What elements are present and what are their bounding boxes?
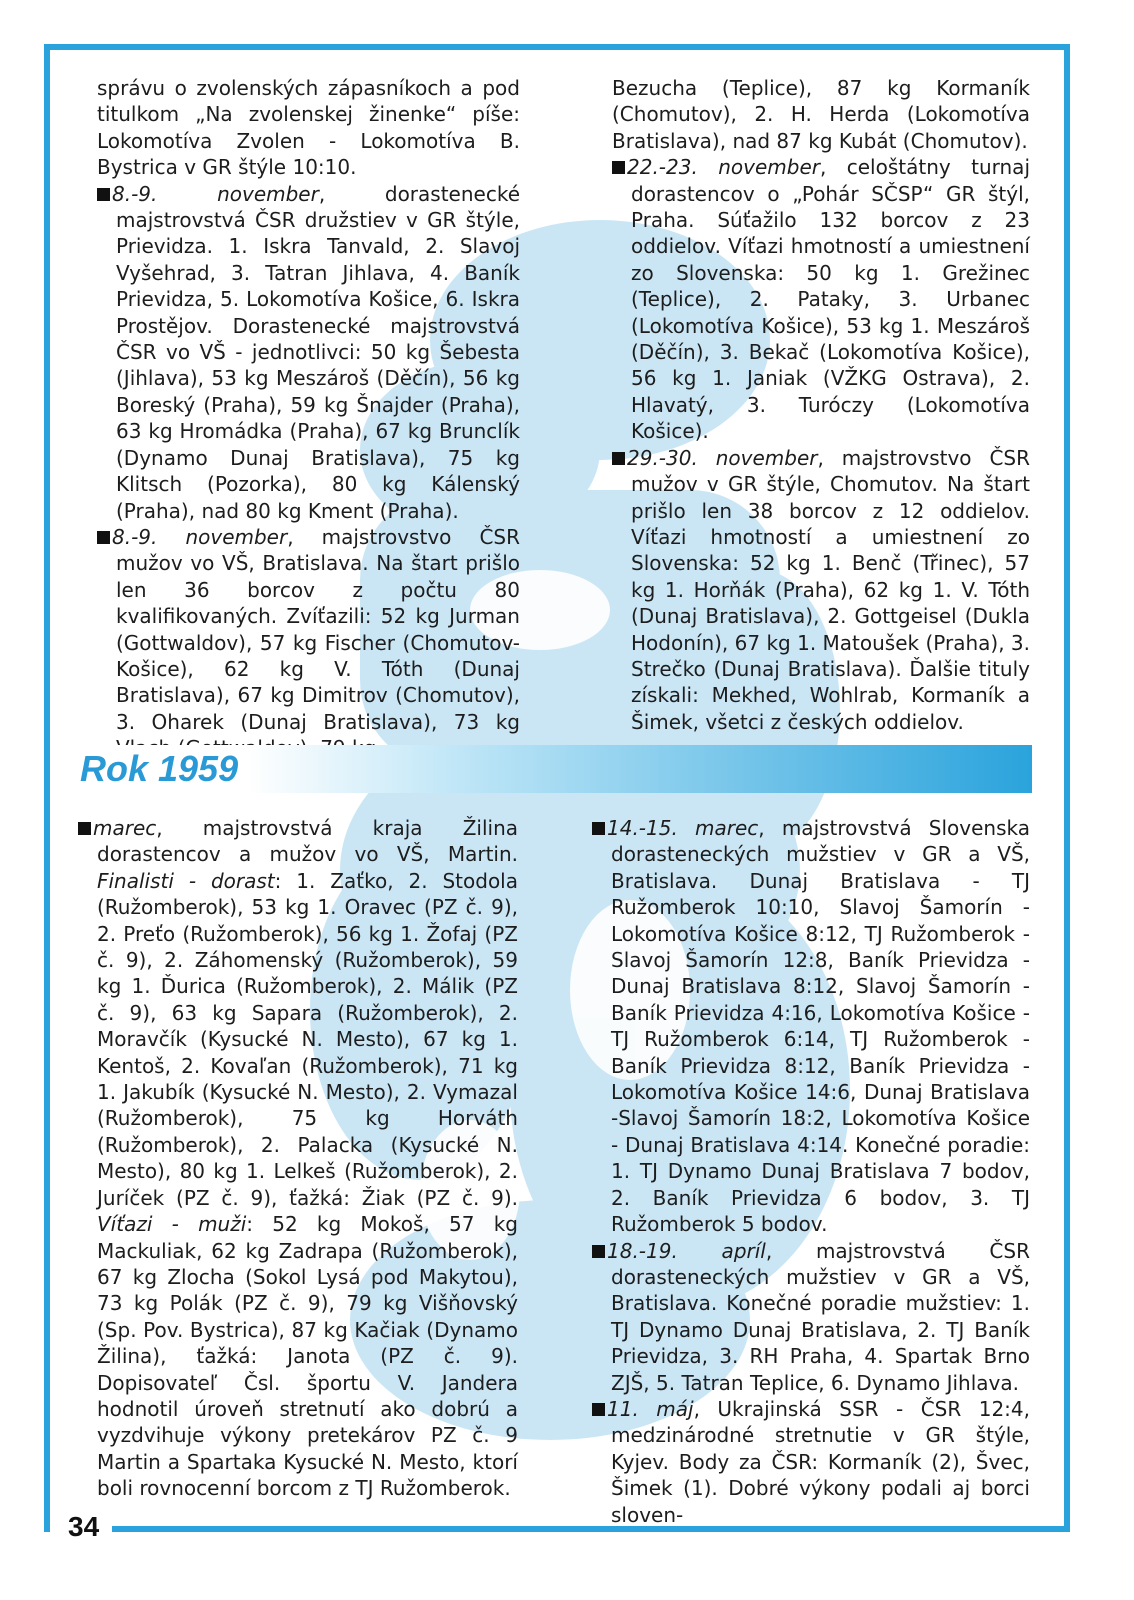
bullet-square-icon [78,822,91,835]
paragraph-text: správu o zvolenských zápasníkoch a pod titulkom „Na zvolenskej žinenke“ píše: Lokomotíva Zvolen - Lokomotíva B. Bystrica v GR štýle 10:10. [97,76,520,180]
top-right-column [612,75,1030,735]
bullet-square-icon [612,452,625,465]
section-title: Rok 1959 [80,748,239,789]
bullet-square-icon [592,822,605,835]
entry-date: marec [93,816,157,840]
entry-date: 8.-9. november [112,181,319,206]
paragraph-continuation [612,75,1030,154]
bullet-square-icon [592,1403,605,1416]
paragraph-continuation [97,75,520,181]
entry-date: 8.-9. november [112,524,288,549]
bullet-square-icon [97,531,110,544]
entry-text: , majstrovstvá ČSR dorasteneckých mužstiev v GR a VŠ, Bratislava. Konečné poradie mužstiev: 1. TJ Dynamo Dunaj Bratislava, 2. TJ Baník Prievidza, 3. RH Praha, 4. Spartak Brno ZJŠ, 5. Tatran Teplice, 6. Dynamo Jihlava. [611,1238,1030,1395]
entry-date: 29.-30. november [627,445,818,470]
entry-text: , Ukrajinská SSR - ČSR 12:4, medzinárodné stretnutie v GR štýle, Kyjev. Body za ČSR: Kormaník (2), Švec, Šimek (1). Dobré výkony podali aj borci sloven- [611,1396,1030,1527]
entry-italic-label: Finalisti - dorast [97,868,275,893]
entry-text: , majstrovstvá kraja Žilina dorastencov a mužov vo VŠ, Martin. [97,816,518,867]
entry-text: : 52 kg Mokoš, 57 kg Mackuliak, 62 kg Zadrapa (Ružomberok), 67 kg Zlocha (Sokol Lysá pod Makytou), 73 kg Polák (PZ č. 9), 79 kg Višňovský (Sp. Pov. Bystrica), 87 kg Kačiak (Dynamo Žilina), ťažká: Janota (PZ č. 9). Dopisovateľ Čsl. športu V. Jandera hodnotil úroveň stretnutí ako dobrú a vyzdvihuje výkony pretekárov PZ č. 9 Martin a Spartaka Kysucké N. Mesto, ktorí boli rovnocenní borcom z TJ Ružomberok. [97,1212,518,1501]
entry-paragraph [592,1396,1030,1528]
entry-text: , celoštátny turnaj dorastencov o „Pohár SČSP“ GR štýl, Praha. Súťažilo 132 borcov z 23 oddielov. Víťazi hmotností a umiestnení zo Slovenska: 50 kg 1. Grežinec (Teplice), 2. Pataky, 3. Urbanec (Lokomotíva Košice), 53 kg 1. Meszároš (Děčín), 3. Bekač (Lokomotíva Košice), 56 kg 1. Janiak (VŽKG Ostrava), 2. Hlavatý, 3. Turóczy (Lokomotíva Košice). [631,155,1030,444]
bottom-right-column [592,815,1030,1528]
entry-text: , majstrovstvo ČSR mužov v GR štýle, Chomutov. Na štart prišlo len 38 borcov z 12 oddielov. Víťazi hmotností a umiestnení zo Slovenska: 52 kg 1. Benč (Třinec), 57 kg 1. Horňák (Praha), 62 kg 1. V. Tóth (Dunaj Bratislava), 2. Gottgeisel (Dukla Hodonín), 67 kg 1. Matoušek (Praha), 3. Strečko (Dunaj Bratislava). Ďalšie tituly získali: Mekhed, Wohlrab, Kormaník a Šimek, všetci z českých oddielov. [631,445,1031,734]
bottom-left-column [78,815,518,1502]
frame-top-border [44,44,1070,50]
entry-date: 18.-19. apríl [607,1238,766,1263]
paragraph-text: Bezucha (Teplice), 87 kg Kormaník (Chomutov), 2. H. Herda (Lokomotíva Bratislava), nad 87 kg Kubát (Chomutov). [612,76,1030,153]
entry-paragraph [78,815,518,1502]
entry-paragraph [97,524,520,762]
entry-text: : 1. Zaťko, 2. Stodola (Ružomberok), 53 kg 1. Oravec (PZ č. 9), 2. Preťo (Ružomberok), 56 kg 1. Žofaj (PZ č. 9), 2. Záhomenský (Ružomberok), 59 kg 1. Ďurica (Ružomberok), 2. Málik (PZ č. 9), 63 kg Sapara (Ružomberok), 2. Moravčík (Kysucké N. Mesto), 67 kg 1. Kentoš, 2. Kovaľan (Ružomberok), 71 kg 1. Jakubík (Kysucké N. Mesto), 2. Vymazal (Ružomberok), 75 kg Horváth (Ružomberok), 2. Palacka (Kysucké N. Mesto), 80 kg 1. Lelkeš (Ružomberok), 2. Juríček (PZ č. 9), ťažká: Žiak (PZ č. 9). [97,868,518,1210]
entry-date: 22.-23. november [627,155,820,180]
entry-paragraph [97,181,520,524]
bullet-square-icon [592,1245,605,1258]
page-number: 34 [68,1511,100,1542]
entry-date: 14.-15. marec [607,816,759,840]
entry-text: , majstrovstvá Slovenska dorasteneckých mužstiev v GR a VŠ, Bratislava. Dunaj Bratislava - TJ Ružomberok 10:10, Slavoj Šamorín -Lokomotíva Košice 8:12, TJ Ružomberok - Slavoj Šamorín 12:8, Baník Prievidza - Dunaj Bratislava 8:12, Slavoj Šamorín - Baník Prievidza 4:16, Lokomotíva Košice - TJ Ružomberok 6:14, TJ Ružomberok - Baník Prievidza 8:12, Baník Prievidza - Lokomotíva Košice 14:6, Dunaj Bratislava -Slavoj Šamorín 18:2, Lokomotíva Košice - Dunaj Bratislava 4:14. Konečné poradie: 1. TJ Dynamo Dunaj Bratislava 7 bodov, 2. Baník Prievidza 6 bodov, 3. TJ Ružomberok 5 bodov. [611,816,1030,1237]
frame-right-border [1064,44,1070,1532]
frame-left-border [44,44,50,1532]
entry-paragraph [592,1238,1030,1396]
bullet-square-icon [97,188,110,201]
top-left-column [97,75,520,762]
entry-paragraph [592,815,1030,1238]
entry-paragraph [612,445,1030,735]
bullet-square-icon [612,161,625,174]
entry-date: 11. máj [607,1396,694,1421]
entry-text: , majstrovstvo ČSR mužov vo VŠ, Bratislava. Na štart prišlo len 36 borcov z počtu 80 kvalifikovaných. Zvíťazili: 52 kg Jurman (Gottwaldov), 57 kg Fischer (Chomutov-Košice), 62 kg V. Tóth (Dunaj Bratislava), 67 kg Dimitrov (Chomutov), 3. Oharek (Dunaj Bratislava), 73 kg [116,524,521,734]
entry-paragraph [612,154,1030,444]
entry-italic-label: Víťazi - muži [97,1212,247,1237]
entry-text: , dorastenecké majstrovstvá ČSR družstiev v GR štýle, Prievidza. 1. Iskra Tanvald, 2. Slavoj Vyšehrad, 3. Tatran Jihlava, 4. Baník Prievidza, 5. Lokomotíva Košice, 6. Iskra Prostějov. Dorastenecké majstrovstvá ČSR vo VŠ - jednotlivci: 50 kg Šebesta (Jihlava), 53 kg Meszároš (Děčín), 56 kg Boreský (Praha), 59 kg Šnajder (Praha), 63 kg Hromádka (Praha), 67 kg Brunclík (Dynamo Dunaj Bratislava), 75 kg Klitsch (Pozorka), 80 kg Kálenský (Praha), nad 80 kg Kment (Praha). [116,181,520,523]
